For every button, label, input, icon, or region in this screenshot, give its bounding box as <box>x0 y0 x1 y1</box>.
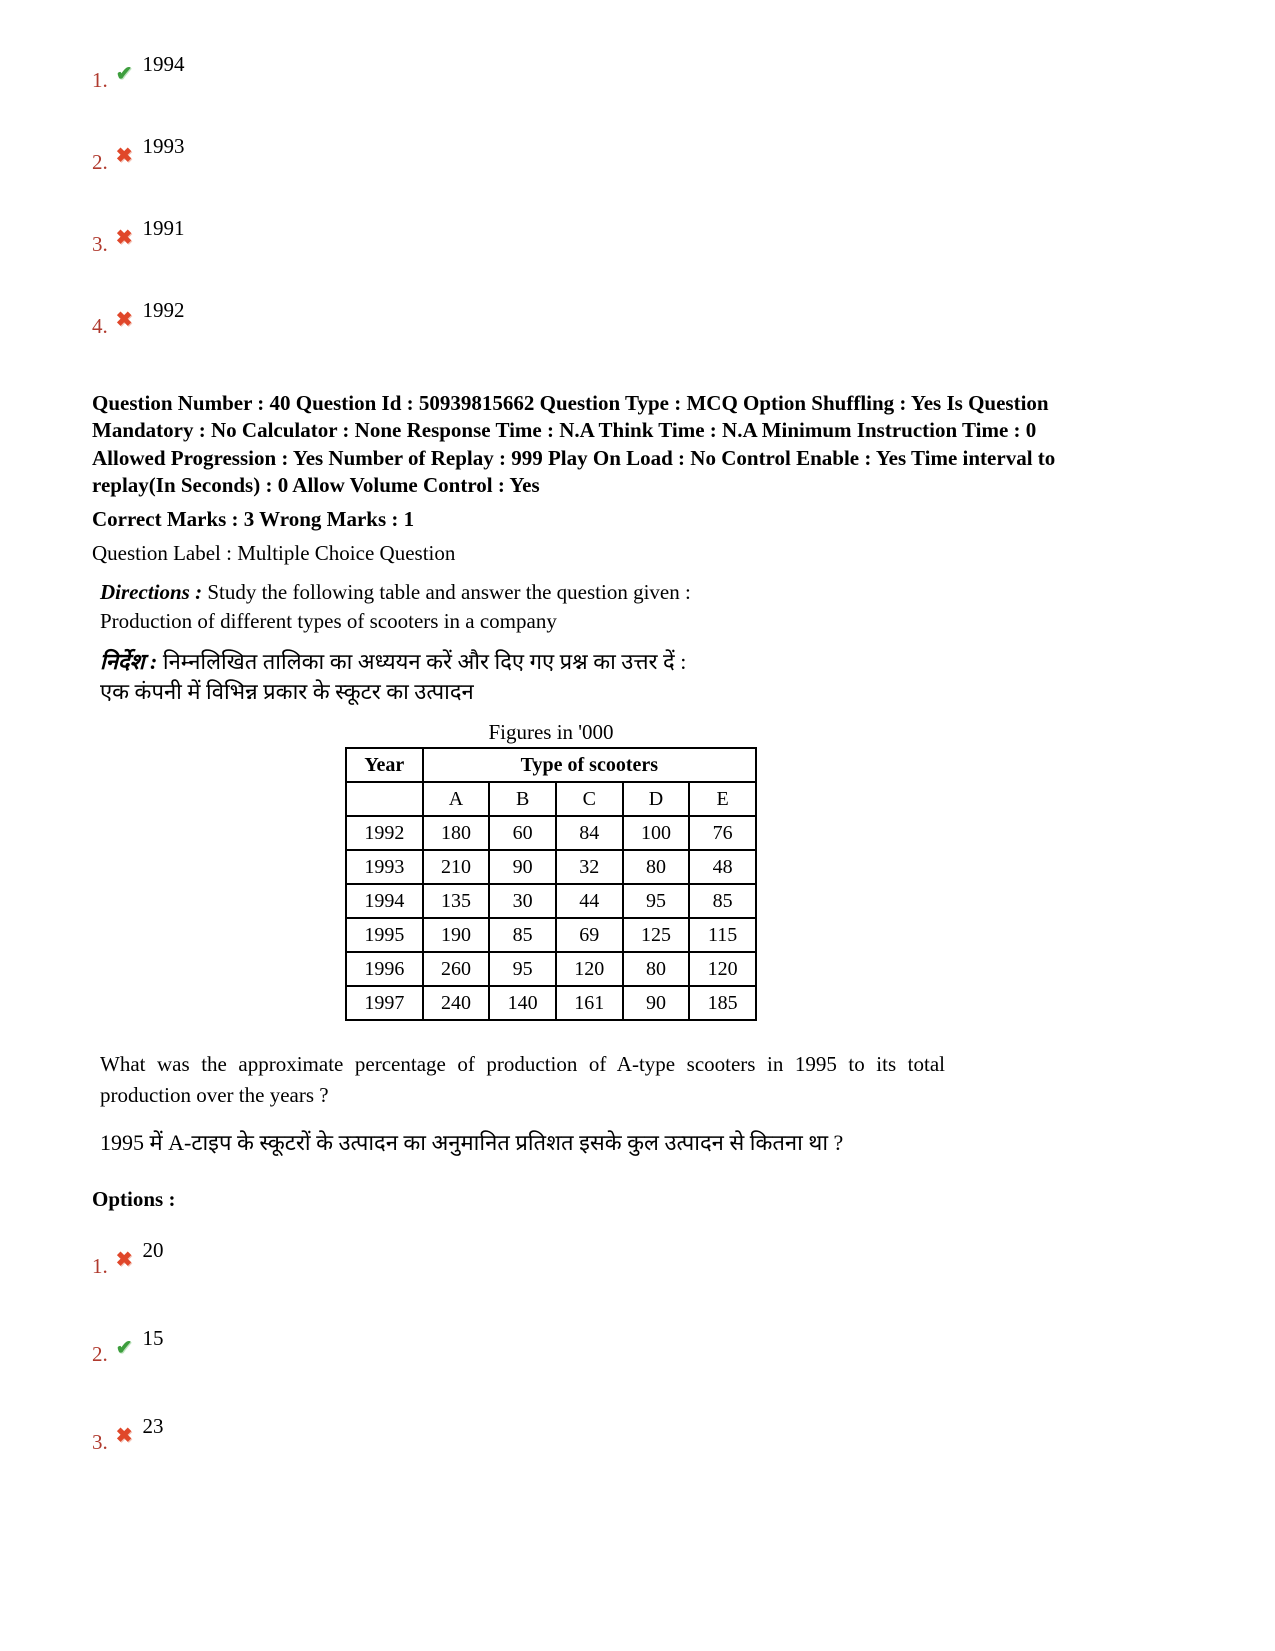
year-cell: 1993 <box>346 850 423 884</box>
table-cell: 135 <box>423 884 490 918</box>
directions-hi <box>100 647 1275 706</box>
table-cell: 32 <box>556 850 623 884</box>
column-header: E <box>689 782 756 816</box>
option-number: 2. <box>92 150 108 174</box>
directions-subtext: Production of different types of scooters in a company <box>100 608 557 633</box>
table-cell: 260 <box>423 952 490 986</box>
table-subheader-row <box>346 782 756 816</box>
directions-label: Directions : <box>100 580 203 605</box>
table-cell: 185 <box>689 986 756 1020</box>
directions-hi-text: निम्नलिखित तालिका का अध्ययन करें और दिए गए प्रश्न का उत्तर दें : <box>162 648 687 674</box>
table-cell: 100 <box>623 816 690 850</box>
type-of-scooters-header: Type of scooters <box>423 748 756 782</box>
table-cell: 48 <box>689 850 756 884</box>
option-label: 23 <box>142 1414 164 1439</box>
option-number: 2. <box>92 1342 108 1367</box>
wrong-answer-cross-icon: ✖ <box>115 1249 133 1272</box>
option-label: 1994 <box>142 52 185 76</box>
table-row <box>346 952 756 986</box>
option-number: 4. <box>92 314 108 338</box>
option-label: 1991 <box>142 216 185 240</box>
question-label-line: Question Label : Multiple Choice Question <box>92 541 456 566</box>
wrong-answer-cross-icon: ✖ <box>115 1425 133 1448</box>
table-cell: 80 <box>623 952 690 986</box>
question-text-en: What was the approximate percentage of production of A-type scooters in 1995 to its total production over the years ? <box>100 1052 945 1107</box>
table-cell: 125 <box>623 918 690 952</box>
table-cell: 95 <box>489 952 556 986</box>
table-row <box>346 850 756 884</box>
table-cell: 44 <box>556 884 623 918</box>
wrong-answer-cross-icon: ✖ <box>115 309 133 331</box>
table-cell: 80 <box>623 850 690 884</box>
directions-hi-label: निर्देश : <box>100 648 158 674</box>
year-cell: 1997 <box>346 986 423 1020</box>
options-section <box>92 1238 1275 1460</box>
year-cell: 1995 <box>346 918 423 952</box>
option-number: 1. <box>92 1254 108 1279</box>
correct-answer-check-icon: ✔ <box>115 1337 133 1360</box>
scooter-production-table <box>345 747 757 1021</box>
wrong-answer-cross-icon: ✖ <box>115 227 133 249</box>
option-number: 3. <box>92 1430 108 1455</box>
option-row <box>92 1414 1275 1460</box>
table-cell: 60 <box>489 816 556 850</box>
table-section <box>345 720 757 1021</box>
column-header: D <box>623 782 690 816</box>
option-label: 1992 <box>142 298 185 322</box>
previous-options-section <box>92 52 1275 344</box>
table-row <box>346 884 756 918</box>
column-header: C <box>556 782 623 816</box>
table-cell: 190 <box>423 918 490 952</box>
table-cell: 84 <box>556 816 623 850</box>
table-cell: 85 <box>489 918 556 952</box>
table-cell: 240 <box>423 986 490 1020</box>
year-cell: 1992 <box>346 816 423 850</box>
table-cell: 115 <box>689 918 756 952</box>
year-cell: 1994 <box>346 884 423 918</box>
column-header: B <box>489 782 556 816</box>
option-label: 1993 <box>142 134 185 158</box>
option-label: 15 <box>142 1326 164 1351</box>
table-cell: 120 <box>689 952 756 986</box>
marks-line: Correct Marks : 3 Wrong Marks : 1 <box>92 507 415 532</box>
year-header: Year <box>346 748 423 782</box>
option-label: 20 <box>142 1238 164 1263</box>
option-number: 1. <box>92 68 108 92</box>
option-row <box>92 216 1275 262</box>
wrong-answer-cross-icon: ✖ <box>115 145 133 167</box>
column-header: A <box>423 782 490 816</box>
year-cell: 1996 <box>346 952 423 986</box>
table-cell: 120 <box>556 952 623 986</box>
table-cell: 140 <box>489 986 556 1020</box>
table-cell: 210 <box>423 850 490 884</box>
question-text-hi: 1995 में A-टाइप के स्कूटरों के उत्पादन का अनुमानित प्रतिशत इसके कुल उत्पादन से कितना था ? <box>100 1130 844 1156</box>
table-cell: 30 <box>489 884 556 918</box>
table-caption: Figures in '000 <box>488 720 614 745</box>
table-cell: 90 <box>489 850 556 884</box>
table-header-row <box>346 748 756 782</box>
table-row <box>346 986 756 1020</box>
option-row <box>92 1326 1275 1372</box>
option-row <box>92 1238 1275 1284</box>
option-row <box>92 298 1275 344</box>
question-meta: Question Number : 40 Question Id : 50939815662 Question Type : MCQ Option Shuffling : Yes Is Question Mandatory : No Calculator : None Response Time : N.A Think Time : N.A Minimum Instruction Time : 0 Allowed Progression : Yes Number of Replay : 999 Play On Load : No Control Enable : Yes Time interval to replay(In Seconds) : 0 Allow Volume Control : Yes <box>92 391 1056 497</box>
empty-cell <box>346 782 423 816</box>
table-row <box>346 918 756 952</box>
table-cell: 76 <box>689 816 756 850</box>
option-number: 3. <box>92 232 108 256</box>
table-cell: 180 <box>423 816 490 850</box>
directions-hi-subtext: एक कंपनी में विभिन्न प्रकार के स्कूटर का उत्पादन <box>100 678 474 704</box>
table-cell: 85 <box>689 884 756 918</box>
options-heading: Options : <box>92 1187 176 1212</box>
option-row <box>92 52 1275 98</box>
table-row <box>346 816 756 850</box>
option-row <box>92 134 1275 180</box>
directions-en <box>100 578 1275 635</box>
table-cell: 69 <box>556 918 623 952</box>
table-cell: 90 <box>623 986 690 1020</box>
table-cell: 161 <box>556 986 623 1020</box>
directions-text: Study the following table and answer the question given : <box>207 580 691 605</box>
correct-answer-check-icon: ✔ <box>115 63 133 85</box>
table-cell: 95 <box>623 884 690 918</box>
